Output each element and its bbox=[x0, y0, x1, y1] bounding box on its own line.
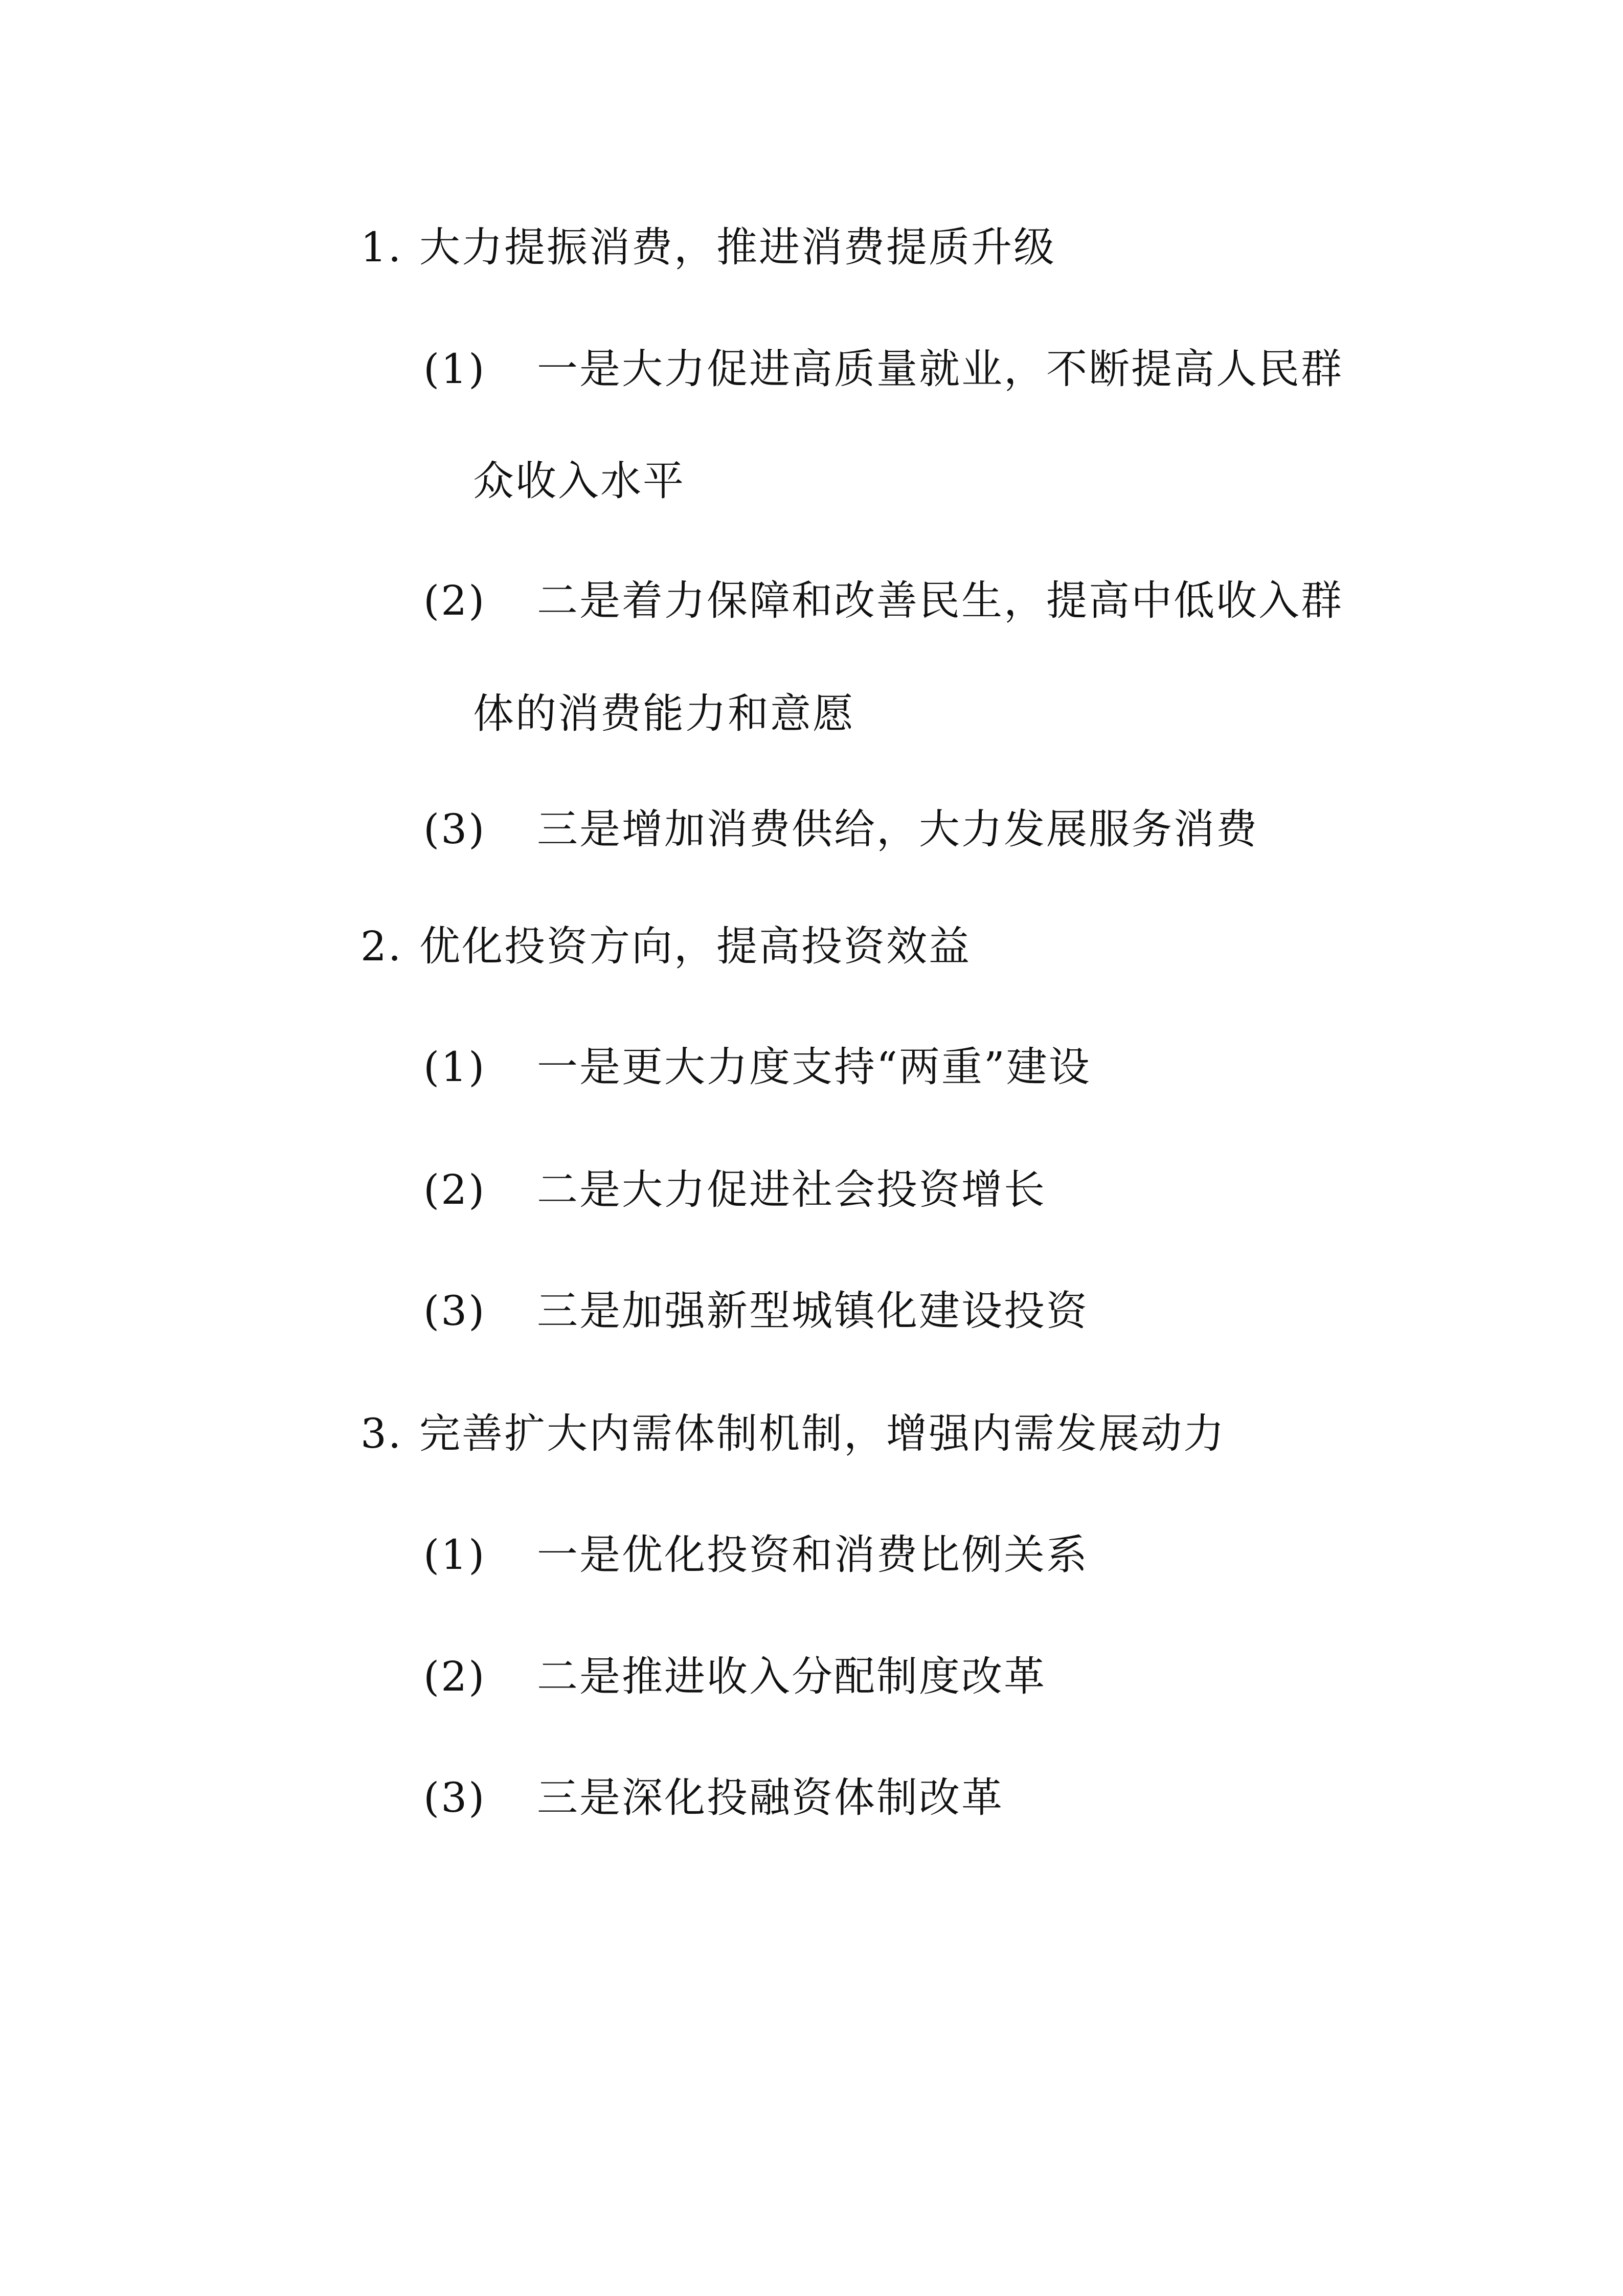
section-number: 3. bbox=[360, 1410, 403, 1457]
section-number: 1. bbox=[360, 223, 403, 271]
item-text: 二是推进收入分配制度改革 bbox=[537, 1653, 1046, 1700]
item-number: (1) bbox=[423, 345, 486, 393]
item-text-continued: 体的消费能力和意愿 bbox=[473, 690, 855, 737]
item-number: (1) bbox=[423, 1043, 486, 1091]
section-title: 大力提振消费，推进消费提质升级 bbox=[419, 223, 1056, 271]
item-text-continued: 众收入水平 bbox=[473, 457, 685, 505]
item-text: 三是深化投融资体制改革 bbox=[537, 1774, 1004, 1821]
item-text: 一是更大力度支持“两重”建设 bbox=[537, 1043, 1091, 1091]
item-text: 二是着力保障和改善民生，提高中低收入群 bbox=[537, 577, 1343, 624]
item-text: 三是加强新型城镇化建设投资 bbox=[537, 1287, 1089, 1335]
item-text: 一是优化投资和消费比例关系 bbox=[537, 1531, 1089, 1579]
item-number: (2) bbox=[423, 577, 486, 624]
section-title: 完善扩大内需体制机制，增强内需发展动力 bbox=[419, 1410, 1226, 1457]
item-number: (3) bbox=[423, 805, 486, 853]
section-title: 优化投资方向，提高投资效益 bbox=[419, 922, 971, 970]
section-number: 2. bbox=[360, 922, 403, 970]
item-number: (1) bbox=[423, 1531, 486, 1579]
item-text: 三是增加消费供给，大力发展服务消费 bbox=[537, 805, 1258, 853]
item-number: (3) bbox=[423, 1774, 486, 1821]
item-text: 二是大力促进社会投资增长 bbox=[537, 1166, 1046, 1213]
item-number: (3) bbox=[423, 1287, 486, 1335]
item-number: (2) bbox=[423, 1653, 486, 1700]
item-number: (2) bbox=[423, 1166, 486, 1213]
item-text: 一是大力促进高质量就业，不断提高人民群 bbox=[537, 345, 1343, 393]
